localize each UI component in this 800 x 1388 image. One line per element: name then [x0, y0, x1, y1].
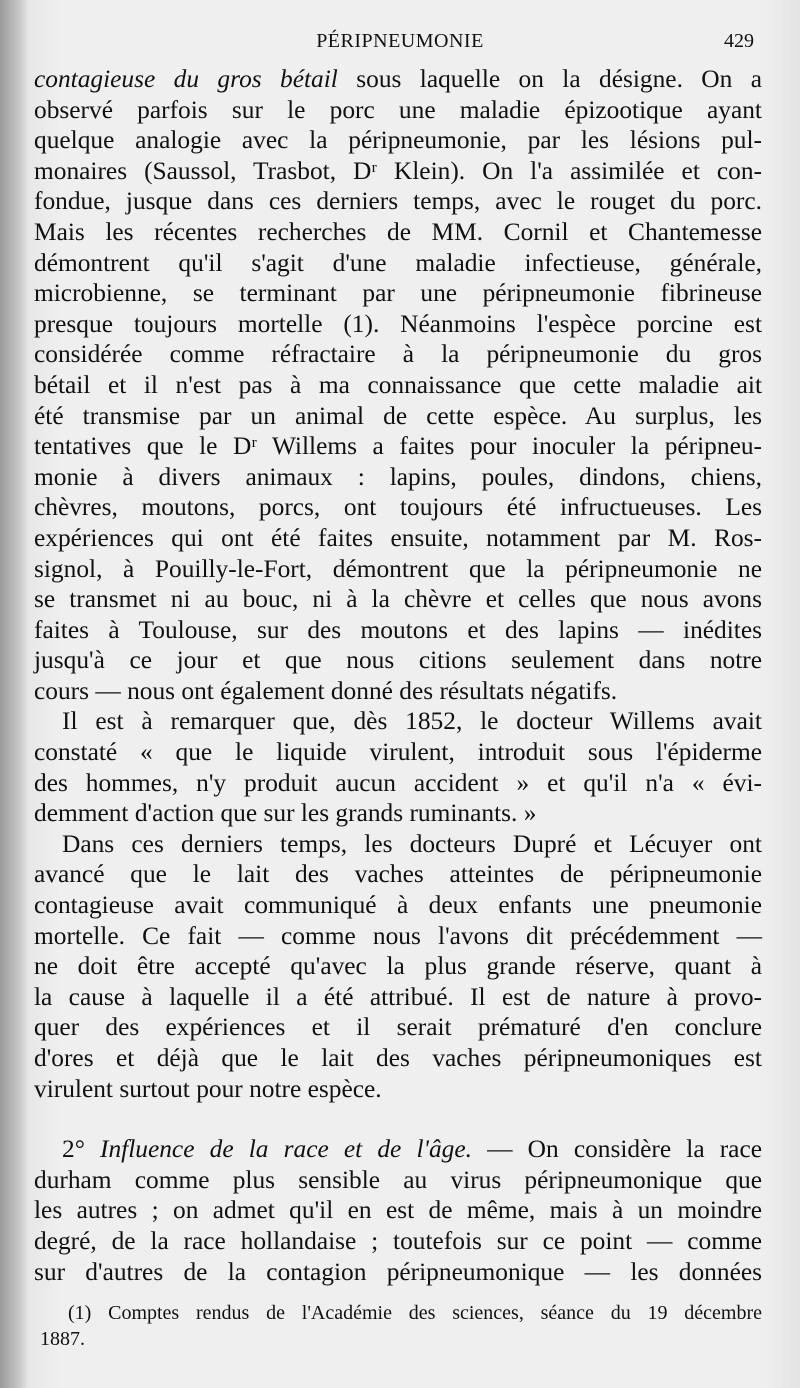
text-line: degré, de la race hollandaise ; toutefois sur ce point — comme: [34, 1226, 762, 1255]
text-line: durham comme plus sensible au virus péripneumonique que: [34, 1165, 762, 1194]
footnote: [40, 1300, 762, 1352]
text-line: demment d'action que sur les grands ruminants. »: [34, 799, 537, 828]
text-line: démontrent qu'il s'agit d'une maladie infectieuse, générale,: [34, 248, 762, 277]
text-line: cours — nous ont également donné des résultats négatifs.: [34, 676, 618, 705]
text-line: les autres ; on admet qu'il en est de même, mais à un moindre: [34, 1196, 762, 1225]
text-span: — On considère la race: [471, 1135, 762, 1164]
text-line: se transmet ni au bouc, ni à la chèvre et celles que nous avons: [34, 585, 762, 614]
footnote-line: (1) Comptes rendus de l'Académie des sciences, séance du 19 décembre: [68, 1302, 762, 1324]
text-line: Mais les récentes recherches de MM. Cornil et Chantemesse: [34, 217, 762, 246]
text-line: monie à divers animaux : lapins, poules, dindons, chiens,: [34, 462, 762, 491]
text-line: la cause à laquelle il a été attribué. Il est de nature à provo-: [34, 982, 762, 1011]
text-line: été transmise par un animal de cette espèce. Au surplus, les: [34, 401, 762, 430]
text-line: jusqu'à ce jour et que nous citions seulement dans notre: [34, 646, 762, 675]
section-gap: [34, 1104, 762, 1134]
section-heading-paragraph: [34, 1134, 762, 1287]
text-line: monaires (Saussol, Trasbot, Dʳ Klein). On l'a assimilée et con-: [34, 156, 762, 185]
text-line: expériences qui ont été faites ensuite, notamment par M. Ros-: [34, 523, 762, 552]
text-line: sur d'autres de la contagion péripneumonique — les données: [34, 1257, 762, 1286]
text-line: bétail et il n'est pas à ma connaissance que cette maladie ait: [34, 370, 762, 399]
paragraph-1: [34, 64, 762, 706]
text-span: sous laquelle on la désigne. On a: [337, 65, 762, 93]
page-header: [40, 30, 760, 60]
text-line: ne doit être accepté qu'avec la plus grande réserve, quant à: [34, 952, 762, 981]
body-text: [34, 64, 762, 1287]
running-title: PÉRIPNEUMONIE: [316, 30, 484, 52]
text-line: fondue, jusque dans ces derniers temps, avec le rouget du porc.: [34, 187, 762, 216]
italic-phrase: contagieuse du gros bétail: [34, 65, 338, 93]
text-line: observé parfois sur le porc une maladie épizootique ayant: [34, 95, 762, 124]
text-line: microbienne, se terminant par une péripneumonie fibrineuse: [34, 279, 762, 308]
text-line: chèvres, moutons, porcs, ont toujours été infructueuses. Les: [34, 493, 762, 522]
text-line: Dans ces derniers temps, les docteurs Dupré et Lécuyer ont: [62, 829, 762, 858]
text-line: avancé que le lait des vaches atteintes de péripneumonie: [34, 860, 762, 889]
text-line: virulent surtout pour notre espèce.: [34, 1074, 382, 1103]
text-line: Il est à remarquer que, dès 1852, le docteur Willems avait: [62, 707, 762, 736]
text-line: presque toujours mortelle (1). Néanmoins l'espèce porcine est: [34, 309, 762, 338]
page-gutter-shadow: [0, 0, 28, 1388]
section-number: 2°: [62, 1135, 85, 1164]
text-line: tentatives que le Dʳ Willems a faites pour inoculer la péripneu-: [34, 432, 762, 461]
footnote-line: 1887.: [40, 1328, 85, 1350]
paragraph-2: [34, 706, 762, 828]
text-line: mortelle. Ce fait — comme nous l'avons dit précédemment —: [34, 921, 762, 950]
text-line: des hommes, n'y produit aucun accident » et qu'il n'a « évi-: [34, 768, 762, 797]
page-number: 429: [724, 30, 754, 52]
text-line: faites à Toulouse, sur des moutons et des lapins — inédites: [34, 615, 762, 644]
text-line: constaté « que le liquide virulent, introduit sous l'épiderme: [34, 738, 762, 767]
text-line: [34, 64, 762, 95]
text-line: d'ores et déjà que le lait des vaches péripneumoniques est: [34, 1044, 762, 1072]
text-line: signol, à Pouilly-le-Fort, démontrent que la péripneumonie ne: [34, 554, 762, 583]
text-line: quer des expériences et il serait prématuré d'en conclure: [34, 1013, 762, 1042]
text-line: considérée comme réfractaire à la péripneumonie du gros: [34, 340, 762, 369]
text-line: contagieuse avait communiqué à deux enfants une pneumonie: [34, 891, 762, 920]
text-line: [34, 1134, 762, 1165]
text-line: quelque analogie avec la péripneumonie, par les lésions pul-: [34, 126, 762, 155]
section-title: Influence de la race et de l'âge.: [100, 1135, 472, 1164]
paragraph-3: [34, 829, 762, 1104]
